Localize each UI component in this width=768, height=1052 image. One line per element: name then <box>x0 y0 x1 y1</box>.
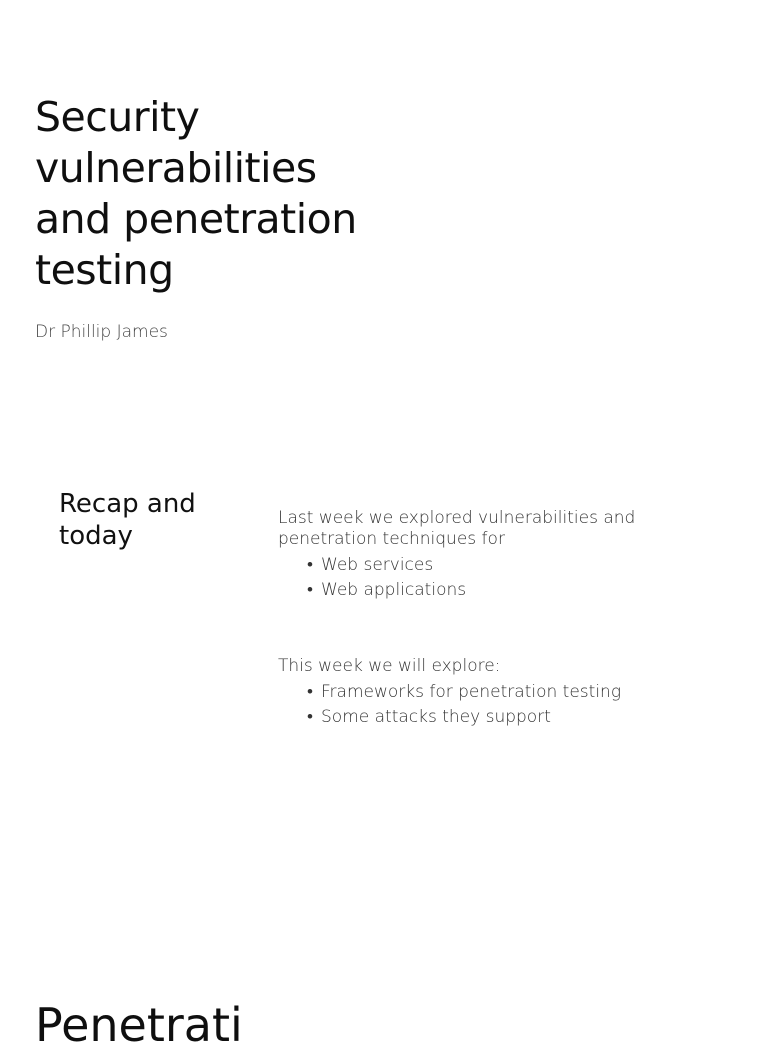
list-item: • Frameworks for penetration testing <box>307 680 688 705</box>
this-week-summary <box>278 656 688 730</box>
heading-line: Recap and <box>59 489 196 519</box>
title-line: vulnerabilities <box>35 144 317 192</box>
title-line: Security <box>35 93 200 141</box>
paragraph-line: penetration techniques for <box>278 529 505 549</box>
list-item: • Web services <box>307 553 688 578</box>
list-item: • Web applications <box>307 578 688 603</box>
author-name: Dr Phillip James <box>35 322 168 342</box>
this-week-topic-list <box>278 680 688 730</box>
heading-line: today <box>59 521 133 551</box>
last-week-intro <box>278 508 688 550</box>
last-week-topic-list <box>278 553 688 603</box>
slide-title <box>35 92 405 296</box>
paragraph-line: Last week we explored vulnerabilities and <box>278 508 636 528</box>
list-item: • Some attacks they support <box>307 705 688 730</box>
title-line: and penetration <box>35 195 357 243</box>
last-week-summary <box>278 508 688 603</box>
next-slide-title-fragment: Penetrati <box>35 998 243 1052</box>
title-line: testing <box>35 246 174 294</box>
section-heading <box>59 488 239 552</box>
this-week-intro: This week we will explore: <box>278 656 501 676</box>
